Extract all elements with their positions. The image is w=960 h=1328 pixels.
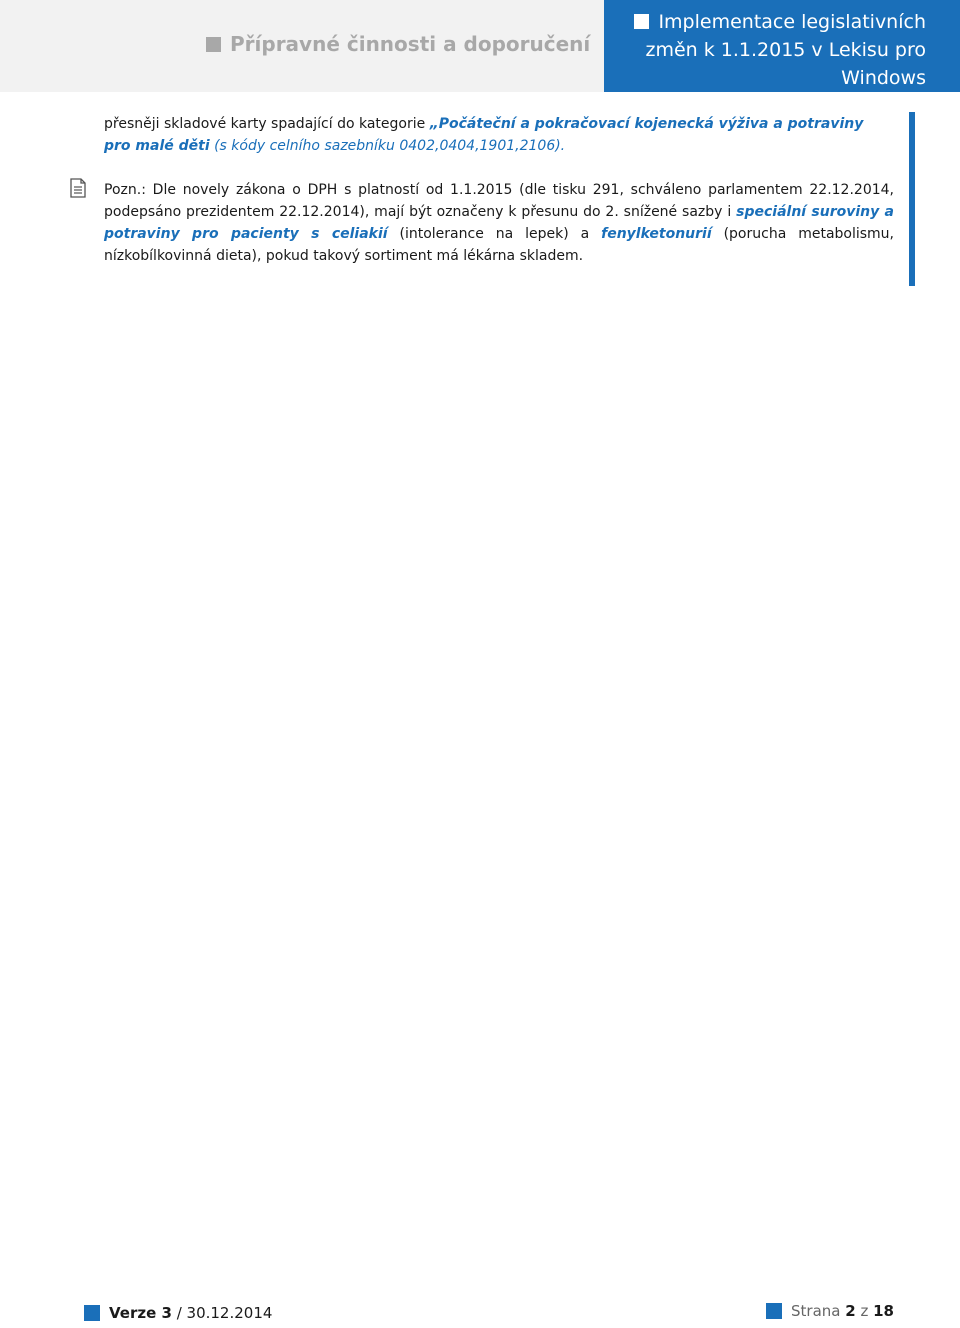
footer-version bbox=[84, 1304, 272, 1322]
paragraph-note bbox=[104, 179, 894, 267]
note-document-icon bbox=[70, 178, 86, 198]
square-bullet-icon bbox=[634, 14, 649, 29]
note-highlight-celiac: speciální suroviny a potraviny pro pacienty s celiakií bbox=[104, 204, 894, 242]
note-label: Pozn. bbox=[104, 182, 142, 198]
p1-text: přesněji skladové karty spadající do kategorie bbox=[104, 116, 430, 132]
category-highlight: „Počáteční a pokračovací kojenecká výživa a potraviny pro malé děti bbox=[104, 116, 864, 154]
version-separator: / bbox=[171, 1304, 187, 1322]
version-label: Verze 3 bbox=[109, 1304, 172, 1322]
section-title bbox=[206, 32, 590, 56]
section-title-text: Přípravné činnosti a doporučení bbox=[230, 32, 591, 56]
note-highlight-pku: fenylketonurií bbox=[601, 226, 712, 242]
version-date: 30.12.2014 bbox=[186, 1304, 273, 1322]
page-current: 2 bbox=[845, 1302, 856, 1320]
customs-codes: (s kódy celního sazebníku 0402,0404,1901,2106). bbox=[209, 138, 566, 154]
square-bullet-icon bbox=[84, 1305, 100, 1321]
doc-title-line2: změn k 1.1.2015 v Lekisu pro bbox=[645, 39, 926, 61]
doc-title-line1: Implementace legislativních bbox=[658, 11, 926, 33]
main-content bbox=[104, 113, 894, 267]
header-right-panel bbox=[604, 0, 960, 92]
footer-page-number bbox=[766, 1302, 894, 1320]
document-title bbox=[626, 8, 926, 92]
section-marker-bar bbox=[909, 112, 915, 286]
square-bullet-icon bbox=[206, 37, 221, 52]
page-word: Strana bbox=[791, 1302, 846, 1320]
header-left-panel bbox=[0, 0, 604, 92]
note-text-3: (porucha metabolismu, nízkobílkovinná dieta), pokud takový sortiment má lékárna skladem. bbox=[104, 226, 895, 264]
page-total: 18 bbox=[873, 1302, 894, 1320]
note-text-1: : Dle novely zákona o DPH s platností od 1.1.2015 (dle tisku 291, schváleno parlamentem 22.12.2014, podepsáno prezidentem 22.12.2014), mají být označeny k přesunu do 2. snížené sazby i bbox=[104, 182, 894, 220]
page-of: z bbox=[855, 1302, 874, 1320]
note-text-2: (intolerance na lepek) a bbox=[387, 226, 602, 242]
square-bullet-icon bbox=[766, 1303, 782, 1319]
paragraph-category bbox=[104, 113, 894, 157]
doc-title-line3: Windows bbox=[841, 67, 926, 89]
